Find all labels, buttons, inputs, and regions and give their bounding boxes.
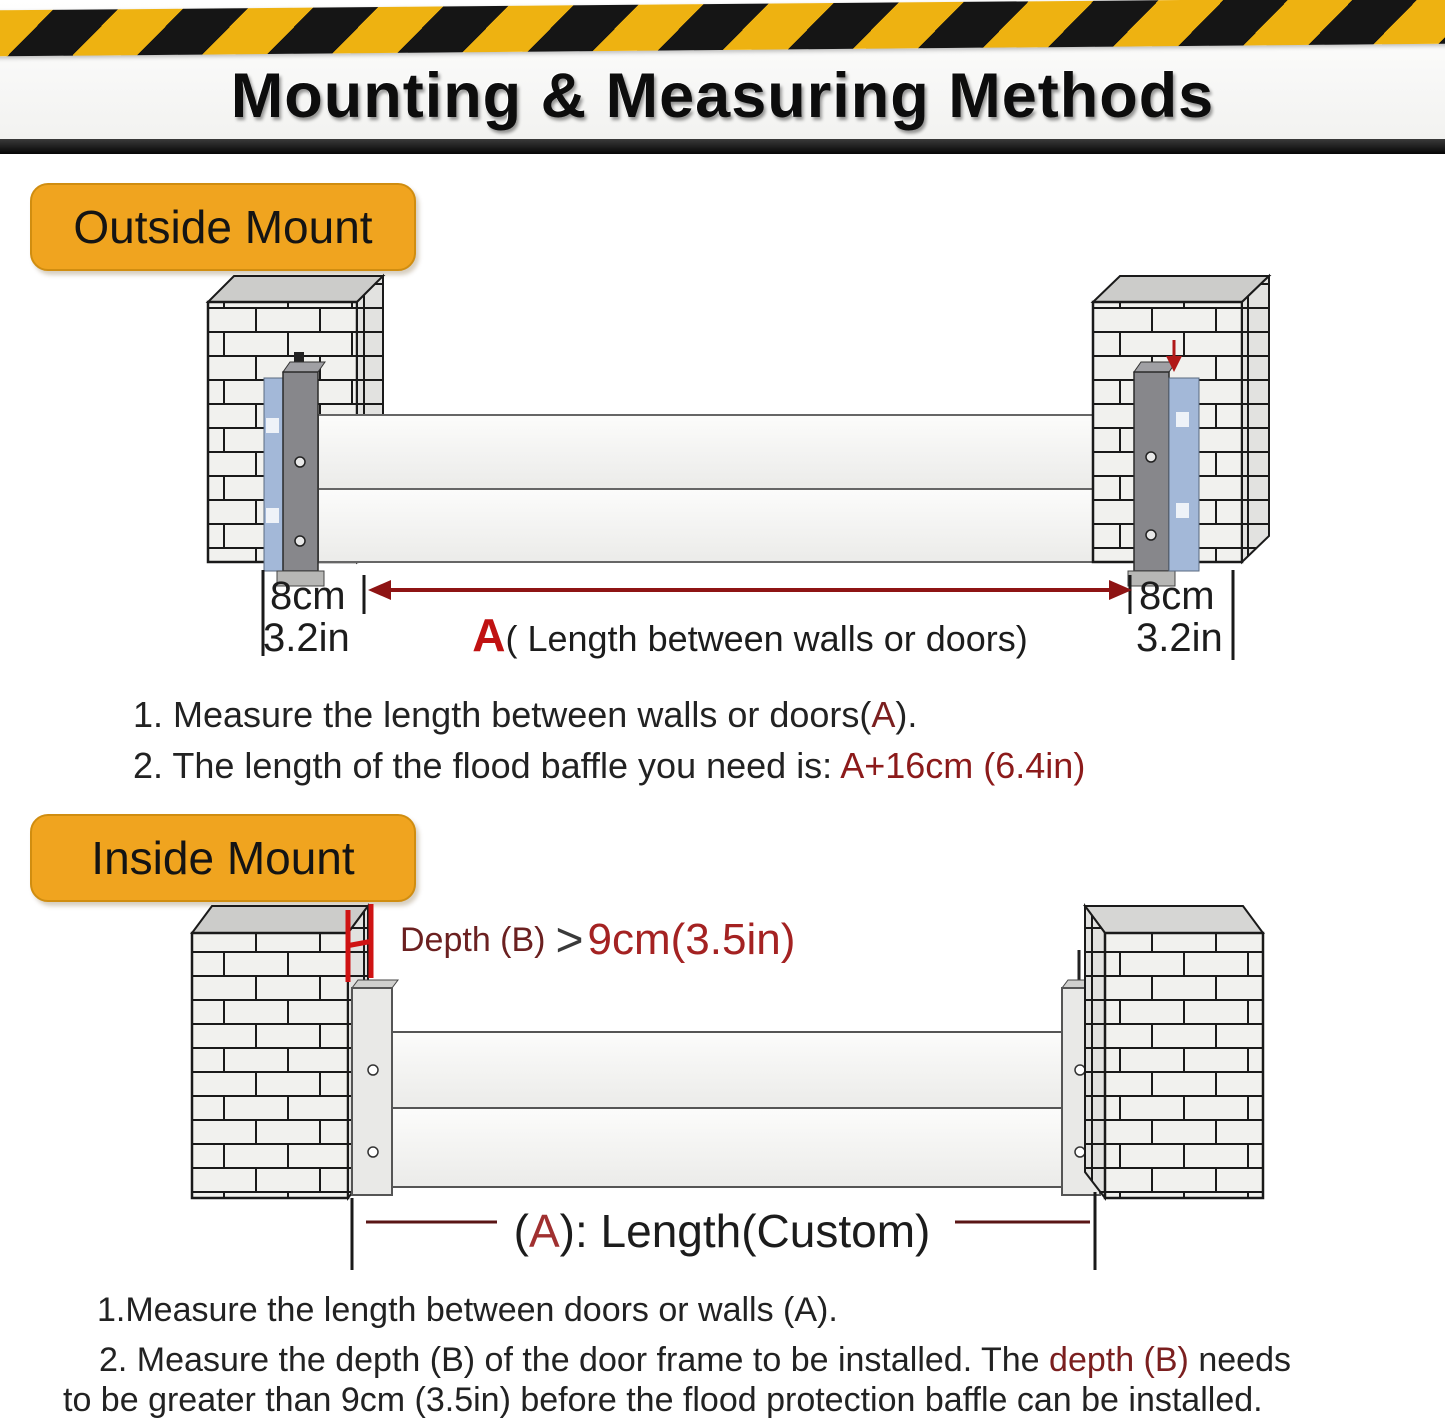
outside-step1-text: 1. Measure the length between walls or doors( [133, 694, 872, 735]
inside-step2-text: 2. Measure the depth (B) of the door frame to be installed. The [99, 1341, 1050, 1379]
length-label-text: ): Length(Custom) [559, 1205, 931, 1257]
channel-body [352, 988, 392, 1195]
outside-flood-baffle [318, 415, 1135, 562]
seal-highlight [1176, 412, 1189, 427]
inside-right-pillar-front [1105, 933, 1263, 1198]
baffle-panel-top [318, 415, 1135, 489]
outside-step1-suffix: ). [895, 694, 918, 735]
length-open-paren: ( [513, 1205, 529, 1257]
inside-right-pillar-top [1085, 906, 1263, 933]
outside-left-cm-label: 8cm [270, 574, 346, 618]
channel-body [1134, 372, 1169, 571]
screw-hole [1075, 1147, 1085, 1157]
outside-right-pillar-top [1093, 276, 1269, 302]
inside-right-pillar-side [1085, 906, 1105, 1198]
channel-cap [283, 362, 325, 372]
outside-step2 [133, 745, 1085, 787]
outside-left-channel [264, 352, 325, 586]
screw-hole [295, 457, 305, 467]
baffle-panel-bottom [318, 489, 1135, 562]
inside-step3: to be greater than 9cm (3.5in) before the flood protection baffle can be installed. [63, 1381, 1263, 1419]
outside-mount-badge-label: Outside Mount [73, 201, 373, 253]
outside-step2-formula: A+16cm (6.4in) [840, 745, 1086, 786]
length-letter-a: A [528, 1205, 560, 1257]
outside-right-in-label: 3.2in [1136, 616, 1223, 660]
inside-step2-suffix: needs [1188, 1341, 1291, 1379]
arrowhead-left [368, 580, 391, 600]
seal-highlight [266, 508, 279, 523]
inside-left-pillar-front [192, 933, 348, 1198]
screw-hole [368, 1147, 378, 1157]
outside-right-cm-label: 8cm [1139, 574, 1215, 618]
outside-step1-letter: A [871, 694, 896, 735]
depth-label [400, 910, 795, 970]
screw-hole [368, 1065, 378, 1075]
inside-left-channel [352, 980, 398, 1195]
baffle-panel-bottom [392, 1108, 1062, 1187]
inside-length-label [417, 1204, 1027, 1258]
seal-highlight [266, 418, 279, 433]
screw-hole [1146, 452, 1156, 462]
outside-right-pillar-side [1242, 276, 1269, 562]
channel-cap [1134, 362, 1176, 372]
left-seal-strip [264, 378, 283, 571]
outside-mount-badge [30, 183, 416, 271]
span-label-text: ( Length between walls or doors) [505, 618, 1028, 659]
depth-label-text: Depth (B) [400, 920, 546, 959]
seal-highlight [1176, 503, 1189, 518]
inside-flood-baffle [392, 1032, 1062, 1187]
header-divider-bar [0, 139, 1445, 154]
inside-mount-badge-label: Inside Mount [91, 832, 355, 884]
greater-than-sign: > [555, 913, 584, 967]
outside-step2-text: 2. The length of the flood baffle you need is: [133, 745, 841, 786]
baffle-panel-top [392, 1032, 1062, 1108]
inside-left-pillar [192, 906, 368, 1198]
span-letter-a: A [472, 609, 506, 661]
channel-cap [352, 980, 398, 988]
outside-step1 [133, 694, 917, 736]
screw-hole [295, 536, 305, 546]
inside-right-pillar [1085, 906, 1263, 1198]
depth-value-text: 9cm(3.5in) [587, 915, 796, 964]
page-title: Mounting & Measuring Methods [230, 61, 1215, 131]
screw-hole [1075, 1065, 1085, 1075]
inside-step1: 1.Measure the length between doors or walls (A). [97, 1291, 838, 1329]
inside-left-pillar-top [192, 906, 368, 933]
inside-step2-highlight: depth (B) [1049, 1341, 1189, 1379]
outside-left-in-label: 3.2in [263, 616, 350, 660]
screw-hole [1146, 530, 1156, 540]
outside-span-label [400, 608, 1100, 662]
right-seal-strip [1169, 378, 1199, 571]
outside-left-pillar-top [208, 276, 383, 302]
inside-step2 [99, 1341, 1291, 1380]
